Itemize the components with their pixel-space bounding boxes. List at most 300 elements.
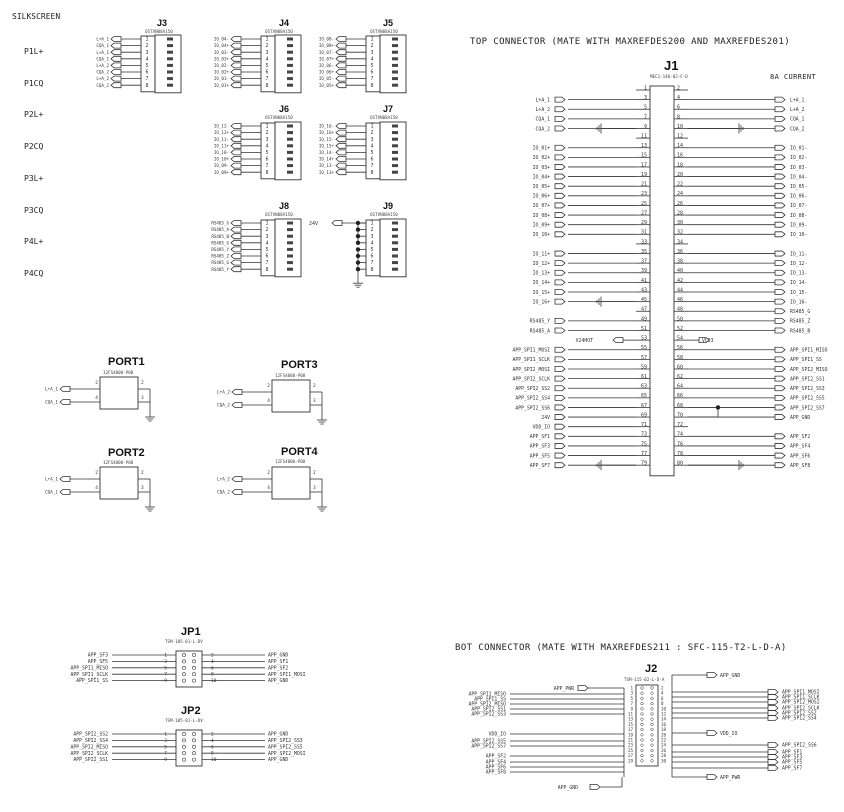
terminal-net-label: RS485_G bbox=[211, 260, 229, 266]
terminal-pin-number: 6 bbox=[370, 253, 374, 260]
jp2-pin-hole bbox=[192, 745, 195, 748]
j1-right-flag bbox=[775, 376, 785, 381]
terminal-net-label: IO_11- bbox=[213, 136, 229, 142]
jp2-right-net-label: APP_SPI2_SS3 bbox=[268, 739, 303, 744]
jp1-pin-hole bbox=[182, 673, 185, 676]
j1-right-flag bbox=[775, 453, 785, 458]
j1-pin-number: 24 bbox=[677, 191, 684, 198]
jp2-pin-number: 2 bbox=[211, 732, 214, 738]
j1-left-flag bbox=[555, 193, 565, 198]
terminal-flag bbox=[111, 76, 121, 81]
terminal-contact bbox=[287, 131, 293, 134]
terminal-net-label: CQA_2 bbox=[96, 69, 109, 75]
junction-dot bbox=[356, 247, 360, 251]
j1-right-net-label: CQA_2 bbox=[790, 127, 805, 133]
j1-right-flag bbox=[775, 107, 785, 112]
j1-right-flag bbox=[775, 155, 785, 160]
j2-pin-number: 30 bbox=[661, 758, 667, 764]
terminal-contact bbox=[392, 248, 398, 251]
j2-pin-number: 19 bbox=[627, 732, 633, 738]
terminal-pin-number: 2 bbox=[370, 227, 374, 234]
port3-ref: PORT3 bbox=[281, 359, 318, 371]
j1-pin-number: 73 bbox=[640, 431, 647, 438]
port-pin-number: 3 bbox=[141, 396, 144, 401]
j1-left-net-label: APP_SPI2_SS6 bbox=[515, 406, 550, 412]
j1-left-net-label: IO_02+ bbox=[532, 156, 550, 162]
j1-left-flag bbox=[555, 318, 565, 323]
j1-right-flag bbox=[775, 213, 785, 218]
j2-pin-hole bbox=[651, 697, 654, 700]
j1-left-flag bbox=[555, 164, 565, 169]
terminal-net-label: IO_10- bbox=[213, 150, 229, 155]
jp2-pin-hole bbox=[192, 752, 195, 755]
j1-pin-number: 50 bbox=[677, 316, 684, 323]
j1-right-net-label: L+A_1 bbox=[790, 98, 805, 104]
j1-right-flag bbox=[775, 97, 785, 102]
j1-right-net-label: APP_GND bbox=[790, 415, 811, 421]
terminal-contact bbox=[392, 261, 398, 264]
j1-left-flag bbox=[555, 366, 565, 371]
j2-left-net-label: APP_SF6 bbox=[485, 765, 506, 771]
port-pin-number: 2 bbox=[141, 381, 144, 386]
j1-right-flag bbox=[775, 164, 785, 169]
j2-bottom-pwr-flag bbox=[707, 775, 717, 780]
terminal-contact bbox=[392, 77, 398, 80]
j1-right-net-label: APP_SPI2_SS1 bbox=[790, 377, 825, 383]
terminal-pin-number: 6 bbox=[370, 69, 374, 76]
terminal-pin-number: 8 bbox=[265, 266, 269, 273]
j2-pin-hole bbox=[641, 718, 644, 721]
jp1-right-net-label: APP_SF2 bbox=[268, 666, 289, 672]
terminal-flag bbox=[336, 56, 346, 61]
vc33-label: VC33 bbox=[702, 338, 714, 344]
terminal-contact bbox=[392, 64, 398, 67]
terminal-net-label: IO_02- bbox=[213, 63, 229, 68]
terminal-net-label: IO_13+ bbox=[318, 169, 334, 175]
jp1-pin-hole bbox=[192, 653, 195, 656]
jp2-pin-hole bbox=[182, 752, 185, 755]
terminal-pin-number: 8 bbox=[370, 169, 374, 176]
terminal-flag bbox=[336, 37, 346, 42]
jp1-pin-hole bbox=[192, 660, 195, 663]
terminal-pin-number: 2 bbox=[370, 130, 374, 137]
terminal-contact bbox=[392, 144, 398, 147]
j2-pin-hole bbox=[651, 749, 654, 752]
j1-right-flag bbox=[775, 463, 785, 468]
j2-pin-number: 10 bbox=[661, 706, 667, 712]
j2-right-flag bbox=[768, 716, 778, 721]
j1-right-net-label: IO_16- bbox=[790, 300, 808, 306]
j1-right-flag bbox=[775, 357, 785, 362]
j1-left-flag bbox=[555, 222, 565, 227]
junction-dot bbox=[716, 405, 720, 409]
j1-left-flag bbox=[555, 126, 565, 131]
j1-pin-number: 2 bbox=[677, 85, 681, 92]
terminal-contact bbox=[167, 71, 173, 74]
silkscreen-line: P4CQ bbox=[24, 269, 44, 279]
terminal-pin-number: 7 bbox=[265, 76, 269, 83]
j1-pin-number: 5 bbox=[643, 104, 647, 111]
terminal-net-label: L+A_2 bbox=[96, 63, 109, 68]
j1-right-net-label: RS485_B bbox=[790, 329, 811, 335]
port-c-label: CQA_2 bbox=[217, 403, 230, 409]
j1-left-flag bbox=[555, 357, 565, 362]
terminal-flag bbox=[231, 76, 241, 81]
jp1-part: TSM-105-01-L-DV bbox=[165, 639, 203, 644]
jp1-right-net-label: APP_SPI1_MOSI bbox=[268, 672, 306, 678]
j2-pin-number: 1 bbox=[630, 685, 633, 691]
terminal-net-label: IO_06+ bbox=[318, 69, 334, 75]
port-flag bbox=[232, 477, 242, 482]
j2-vdd-label: VDD_IO bbox=[720, 732, 738, 737]
terminal-contact bbox=[287, 57, 293, 60]
terminal-flag bbox=[231, 247, 241, 252]
j1-right-flag bbox=[775, 280, 785, 285]
junction-dot bbox=[356, 227, 360, 231]
j3-part: OSTVN08A150 bbox=[145, 29, 173, 34]
terminal-contact bbox=[287, 248, 293, 251]
j1-left-net-label: IO_07+ bbox=[532, 204, 550, 210]
j2-pin-hole bbox=[651, 739, 654, 742]
terminal-flag bbox=[231, 234, 241, 239]
jp2-pin-hole bbox=[192, 732, 195, 735]
j2-left-net-label: APP_SF2 bbox=[485, 754, 506, 760]
j1-right-flag bbox=[775, 290, 785, 295]
jp1-pin-number: 5 bbox=[164, 666, 167, 672]
j1-right-net-label: IO_02- bbox=[790, 156, 808, 162]
terminal-flag bbox=[231, 170, 241, 175]
j1-pin-number: 30 bbox=[677, 220, 684, 227]
j1-left-net-label: APP_SPI1_MOSI bbox=[512, 348, 550, 354]
junction-dot bbox=[356, 267, 360, 271]
terminal-flag bbox=[336, 124, 346, 129]
jp2-pin-hole bbox=[182, 758, 185, 761]
j2-pin-number: 29 bbox=[627, 758, 633, 764]
v24hot-flag bbox=[613, 338, 623, 343]
j1-right-flag bbox=[775, 203, 785, 208]
terminal-pin-number: 7 bbox=[265, 163, 269, 170]
terminal-net-label: RS485_A bbox=[211, 227, 229, 233]
j2-ref: J2 bbox=[645, 663, 658, 675]
port-pin-number: 2 bbox=[267, 471, 270, 476]
j1-left-net-label: APP_SPI2_MOSI bbox=[512, 367, 550, 373]
j2-pin-hole bbox=[641, 760, 644, 763]
j2-bottom-gnd-label: APP_GND bbox=[557, 786, 578, 791]
j2-left-net-label: APP_SPI1_SS bbox=[474, 697, 506, 703]
terminal-net-label: IO_09+ bbox=[213, 169, 229, 175]
j9-ref: J9 bbox=[383, 201, 394, 211]
j1-left-flag bbox=[555, 155, 565, 160]
port-pin-number: 2 bbox=[141, 471, 144, 476]
j1-pin-number: 34 bbox=[677, 239, 684, 246]
j1-right-net-label: APP_SF8 bbox=[790, 463, 811, 469]
j1-pin-number: 9 bbox=[643, 123, 647, 130]
terminal-flag bbox=[336, 63, 346, 68]
terminal-pin-number: 6 bbox=[145, 69, 149, 76]
j1-right-net-label: APP_SPI2_MISO bbox=[790, 367, 828, 373]
j2-right-net-label: APP_SF5 bbox=[782, 760, 803, 766]
j5-part: OSTVN08A150 bbox=[370, 29, 398, 34]
jp1-right-net-label: APP_GND bbox=[268, 653, 289, 659]
port-pin-number: 3 bbox=[313, 399, 316, 404]
j1-left-net-label: IO_08+ bbox=[532, 213, 550, 219]
terminal-net-label: IO_01- bbox=[213, 76, 229, 82]
terminal-contact bbox=[167, 44, 173, 47]
j1-right-flag bbox=[775, 261, 785, 266]
silkscreen-title: SILKSCREEN bbox=[12, 12, 61, 21]
terminal-flag bbox=[231, 254, 241, 259]
j2-right-net-label: APP_SF3 bbox=[782, 755, 803, 761]
port-pin-number: 4 bbox=[95, 396, 98, 401]
terminal-contact bbox=[287, 64, 293, 67]
terminal-flag bbox=[231, 137, 241, 142]
jp1-pin-hole bbox=[182, 653, 185, 656]
j1-pin-number: 43 bbox=[640, 287, 647, 294]
j1-right-flag bbox=[775, 366, 785, 371]
j2-pin-hole bbox=[641, 734, 644, 737]
terminal-pin-number: 5 bbox=[370, 63, 374, 69]
terminal-flag bbox=[231, 37, 241, 42]
j1-left-net-label: APP_SPI1_SCLK bbox=[512, 358, 550, 364]
j1-left-flag bbox=[555, 395, 565, 400]
j1-pin-number: 13 bbox=[640, 143, 647, 150]
j1-right-flag bbox=[775, 309, 785, 314]
j1-right-flag bbox=[775, 405, 785, 410]
j1-pin-number: 61 bbox=[640, 374, 647, 380]
terminal-contact bbox=[392, 44, 398, 47]
port-flag bbox=[232, 490, 242, 495]
silkscreen-line: P1L+ bbox=[24, 46, 44, 56]
j1-right-net-label: IO_06- bbox=[790, 194, 808, 200]
terminal-pin-number: 4 bbox=[370, 240, 374, 247]
terminal-net-label: IO_15- bbox=[318, 136, 334, 142]
terminal-contact bbox=[287, 268, 293, 271]
silkscreen-line: P1CQ bbox=[24, 78, 44, 88]
j1-pin-number: 51 bbox=[640, 325, 647, 332]
j1-right-net-label: IO_01- bbox=[790, 146, 808, 152]
j2-left-net-label: APP_SPI2_MISO bbox=[468, 702, 506, 708]
terminal-contact bbox=[392, 241, 398, 244]
j2-left-net-label: APP_SPI2_SS1 bbox=[471, 707, 506, 713]
terminal-flag bbox=[336, 170, 346, 175]
j1-left-net-label: IO_10+ bbox=[532, 233, 550, 239]
terminal-contact bbox=[392, 158, 398, 161]
terminal-flag bbox=[111, 83, 121, 88]
j2-right-net-label: APP_SPI1_MOSI bbox=[782, 690, 820, 696]
terminal-flag bbox=[231, 240, 241, 245]
j2-body bbox=[636, 685, 658, 766]
j1-left-flag bbox=[555, 145, 565, 150]
j2-pin-hole bbox=[641, 739, 644, 742]
j1-pin-number: 10 bbox=[677, 123, 684, 130]
j1-right-flag bbox=[775, 184, 785, 189]
j1-left-net-label: VDD_IO bbox=[532, 425, 550, 431]
j1-left-net-label: 24V bbox=[541, 415, 550, 421]
j2-pin-hole bbox=[651, 760, 654, 763]
terminal-net-label: IO_05+ bbox=[318, 82, 334, 88]
terminal-net-label: L+A_1 bbox=[96, 36, 109, 42]
terminal-flag bbox=[336, 70, 346, 75]
terminal-net-label: IO_16+ bbox=[318, 130, 334, 136]
j1-right-net-label: CQA_1 bbox=[790, 117, 805, 123]
port-pin-number: 3 bbox=[313, 486, 316, 491]
jp2-pin-number: 8 bbox=[211, 751, 214, 757]
j2-pin-number: 12 bbox=[661, 711, 667, 717]
j1-right-flag bbox=[775, 270, 785, 275]
junction-dot bbox=[356, 234, 360, 238]
jp2-left-net-label: APP_SPI2_MISO bbox=[70, 745, 108, 751]
j2-pin-number: 11 bbox=[627, 711, 633, 717]
j1-left-net-label: APP_SPI2_SCLK bbox=[512, 377, 550, 383]
terminal-contact bbox=[287, 138, 293, 141]
jp2-part: TSM-105-01-L-DV bbox=[165, 718, 203, 723]
j1-left-net-label: IO_15+ bbox=[532, 290, 550, 296]
terminal-contact bbox=[392, 228, 398, 231]
terminal-flag bbox=[231, 124, 241, 129]
j1-pin-number: 63 bbox=[640, 383, 647, 390]
jp2-left-net-label: APP_SPI2_SS1 bbox=[73, 758, 108, 764]
terminal-net-label: IO_04- bbox=[213, 36, 229, 42]
terminal-flag bbox=[231, 83, 241, 88]
jp2-pin-number: 3 bbox=[164, 738, 167, 744]
j1-right-flag bbox=[775, 251, 785, 256]
port4-part: 12FS4000-P08 bbox=[275, 459, 306, 464]
terminal-contact bbox=[287, 261, 293, 264]
j9-24v-label: 24V bbox=[308, 220, 318, 227]
j1-pin-number: 18 bbox=[677, 162, 684, 169]
junction-dot bbox=[356, 254, 360, 258]
port-pin-number: 2 bbox=[95, 381, 98, 386]
j1-pin-number: 70 bbox=[677, 412, 684, 419]
j1-left-flag bbox=[555, 405, 565, 410]
v24hot-label: V24HOT bbox=[575, 338, 593, 344]
j1-left-net-label: IO_03+ bbox=[532, 165, 550, 171]
j1-pin-number: 20 bbox=[677, 171, 684, 178]
j1-pin-number: 15 bbox=[640, 152, 647, 159]
j1-pin-number: 22 bbox=[677, 181, 684, 188]
j1-left-flag bbox=[555, 174, 565, 179]
j1-left-net-label: L+A_1 bbox=[535, 98, 550, 104]
j1-left-flag bbox=[555, 415, 565, 420]
j1-left-flag bbox=[555, 347, 565, 352]
j1-pin-number: 36 bbox=[677, 248, 684, 255]
terminal-pin-number: 8 bbox=[370, 266, 374, 273]
j2-pin-hole bbox=[651, 754, 654, 757]
terminal-flag bbox=[111, 43, 121, 48]
terminal-pin-number: 6 bbox=[265, 253, 269, 260]
j1-pin-number: 28 bbox=[677, 210, 684, 217]
terminal-contact bbox=[392, 255, 398, 258]
j1-right-net-label: IO_05- bbox=[790, 185, 808, 190]
jp1-ref: JP1 bbox=[181, 626, 201, 638]
j2-pin-hole bbox=[651, 708, 654, 711]
j1-left-flag bbox=[555, 116, 565, 121]
terminal-net-label: IO_02+ bbox=[213, 69, 229, 75]
j2-pin-hole bbox=[641, 728, 644, 731]
j1-right-flag bbox=[775, 193, 785, 198]
jp1-pin-hole bbox=[182, 666, 185, 669]
j2-right-net-label: APP_SPI2_SS6 bbox=[782, 743, 817, 749]
jp1-left-net-label: APP_SF5 bbox=[87, 660, 108, 665]
j1-pin-number: 16 bbox=[677, 152, 684, 159]
j4-part: OSTVN08A150 bbox=[265, 29, 293, 34]
port-flag bbox=[232, 403, 242, 408]
terminal-flag bbox=[336, 163, 346, 168]
j1-left-flag bbox=[555, 213, 565, 218]
terminal-flag bbox=[111, 37, 121, 42]
j1-left-flag bbox=[555, 261, 565, 266]
j2-pin-number: 13 bbox=[627, 716, 633, 722]
terminal-contact bbox=[392, 151, 398, 154]
j1-left-net-label: IO_12+ bbox=[532, 261, 550, 267]
j8-ref: J8 bbox=[279, 201, 290, 211]
port-pin-number: 4 bbox=[267, 399, 270, 404]
terminal-pin-number: 5 bbox=[370, 247, 374, 253]
j2-pin-hole bbox=[641, 723, 644, 726]
jp2-pin-number: 10 bbox=[211, 758, 217, 764]
j1-right-net-label: IO_11- bbox=[790, 252, 808, 258]
j1-pin-number: 65 bbox=[640, 393, 647, 400]
jp2-right-net-label: APP_SPI2_SS5 bbox=[268, 745, 303, 751]
terminal-pin-number: 5 bbox=[265, 150, 269, 156]
j1-pin-number: 57 bbox=[640, 354, 647, 361]
j6-ref: J6 bbox=[279, 104, 290, 114]
j1-left-flag bbox=[555, 453, 565, 458]
terminal-contact bbox=[392, 131, 398, 134]
j1-pin-number: 38 bbox=[677, 258, 684, 265]
j1-right-net-label: APP_SF4 bbox=[790, 444, 811, 450]
terminal-pin-number: 1 bbox=[265, 36, 269, 43]
jp1-pin-number: 3 bbox=[164, 659, 167, 665]
j2-pin-number: 8 bbox=[661, 701, 664, 707]
j1-right-net-label: APP_SPI2_SS5 bbox=[790, 396, 825, 402]
j1-right-net-label: RS485_G bbox=[790, 310, 811, 316]
terminal-pin-number: 3 bbox=[265, 136, 269, 143]
j1-pin-number: 4 bbox=[677, 95, 681, 102]
j1-left-net-label: IO_09+ bbox=[532, 223, 550, 229]
terminal-flag bbox=[111, 70, 121, 75]
j2-pin-number: 17 bbox=[627, 727, 633, 733]
j1-left-net-label: RS485_Y bbox=[529, 319, 550, 325]
j1-pin-number: 78 bbox=[677, 450, 684, 457]
terminal-flag bbox=[111, 56, 121, 61]
jp1-pin-number: 4 bbox=[211, 659, 214, 665]
j2-pin-hole bbox=[651, 713, 654, 716]
terminal-contact bbox=[287, 164, 293, 167]
terminal-pin-number: 4 bbox=[370, 56, 374, 63]
terminal-contact bbox=[392, 268, 398, 271]
jp1-pin-number: 7 bbox=[164, 672, 167, 678]
terminal-net-label: CQA_1 bbox=[96, 56, 109, 62]
j1-pin-number: 12 bbox=[677, 133, 684, 140]
j1-right-net-label: APP_SPI1_MISO bbox=[790, 348, 828, 354]
j1-left-net-label: APP_SPI2_SS4 bbox=[515, 396, 550, 402]
terminal-flag bbox=[231, 227, 241, 232]
j1-left-net-label: IO_11+ bbox=[532, 252, 550, 258]
terminal-pin-number: 3 bbox=[370, 233, 374, 240]
terminal-net-label: IO_13- bbox=[318, 163, 334, 169]
terminal-contact bbox=[287, 171, 293, 174]
terminal-pin-number: 8 bbox=[265, 82, 269, 89]
terminal-pin-number: 2 bbox=[370, 43, 374, 50]
j1-pin-number: 52 bbox=[677, 325, 684, 332]
terminal-contact bbox=[287, 38, 293, 41]
j1-right-net-label: APP_SPI2_SS7 bbox=[790, 406, 825, 412]
j2-left-net-label: APP_SPI2_SS5 bbox=[471, 739, 506, 745]
terminal-net-label: IO_08+ bbox=[318, 43, 334, 49]
terminal-pin-number: 1 bbox=[370, 36, 374, 43]
j1-left-net-label: APP_SF5 bbox=[529, 454, 550, 460]
